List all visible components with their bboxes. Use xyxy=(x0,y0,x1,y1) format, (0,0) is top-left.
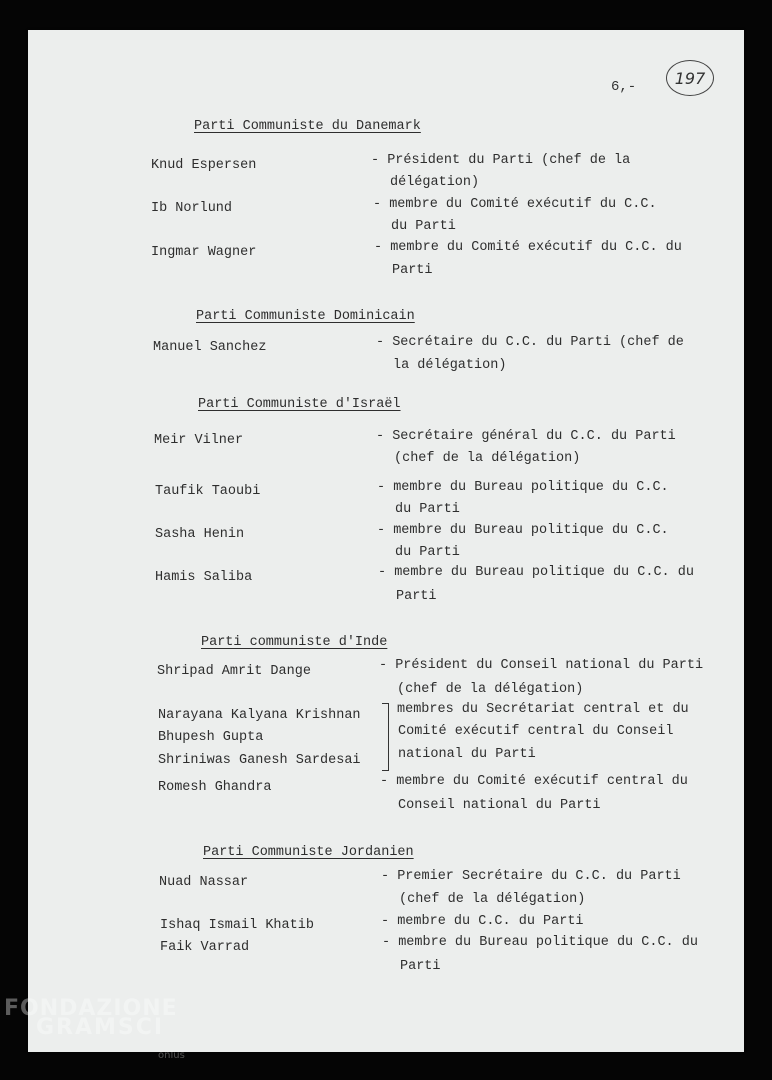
delegate-role: national du Parti xyxy=(398,747,536,762)
delegate-role: Parti xyxy=(400,959,441,974)
delegate-role: - Secrétaire général du C.C. du Parti xyxy=(376,429,676,444)
delegate-role: - Président du Conseil national du Parti xyxy=(379,658,704,673)
delegate-role: - Secrétaire du C.C. du Parti (chef de xyxy=(376,335,684,350)
section-heading: Parti Communiste d'Israël xyxy=(198,397,401,412)
delegate-name: Shriniwas Ganesh Sardesai xyxy=(158,753,361,768)
section-heading: Parti Communiste du Danemark xyxy=(194,119,421,134)
delegate-name: Bhupesh Gupta xyxy=(158,730,264,745)
delegate-role: (chef de la délégation) xyxy=(397,682,584,697)
delegate-role: membres du Secrétariat central et du xyxy=(397,702,689,717)
archive-stamp: 197 xyxy=(666,60,714,96)
section-heading: Parti Communiste Dominicain xyxy=(196,309,415,324)
delegate-name: Shripad Amrit Dange xyxy=(157,664,311,679)
delegate-name: Faik Varrad xyxy=(160,940,250,955)
delegate-role: Conseil national du Parti xyxy=(398,798,601,813)
delegate-name: Taufik Taoubi xyxy=(155,484,261,499)
watermark-text: FONDAZIONE xyxy=(4,996,178,1021)
watermark-text: GRAMSCI xyxy=(36,1015,165,1040)
delegate-role: du Parti xyxy=(395,502,460,517)
delegate-role: - membre du Comité exécutif du C.C. du xyxy=(374,240,682,255)
section-heading: Parti Communiste Jordanien xyxy=(203,845,414,860)
delegate-role: - membre du Bureau politique du C.C. xyxy=(377,480,669,495)
delegate-name: Sasha Henin xyxy=(155,527,245,542)
delegate-name: Narayana Kalyana Krishnan xyxy=(158,708,361,723)
delegate-role: - membre du Bureau politique du C.C. du xyxy=(378,565,694,580)
delegate-role: - membre du C.C. du Parti xyxy=(381,914,584,929)
section-heading: Parti communiste d'Inde xyxy=(201,635,388,650)
grouping-bracket xyxy=(382,703,389,771)
delegate-name: Ingmar Wagner xyxy=(151,245,257,260)
delegate-name: Nuad Nassar xyxy=(159,875,249,890)
delegate-name: Knud Espersen xyxy=(151,158,257,173)
delegate-role: - membre du Bureau politique du C.C. du xyxy=(382,935,698,950)
delegate-role: délégation) xyxy=(390,175,480,190)
delegate-name: Ib Norlund xyxy=(151,201,233,216)
delegate-role: Parti xyxy=(392,263,433,278)
delegate-role: - membre du Bureau politique du C.C. xyxy=(377,523,669,538)
delegate-name: Hamis Saliba xyxy=(155,570,253,585)
delegate-name: Manuel Sanchez xyxy=(153,340,267,355)
delegate-role: (chef de la délégation) xyxy=(394,451,581,466)
delegate-role: (chef de la délégation) xyxy=(399,892,586,907)
delegate-role: - membre du Comité exécutif du C.C. xyxy=(373,197,657,212)
delegate-role: la délégation) xyxy=(393,358,507,373)
delegate-role: Parti xyxy=(396,589,437,604)
delegate-role: Comité exécutif central du Conseil xyxy=(398,724,674,739)
delegate-role: - Premier Secrétaire du C.C. du Parti xyxy=(381,869,681,884)
delegate-name: Meir Vilner xyxy=(154,433,244,448)
delegate-role: du Parti xyxy=(391,219,456,234)
page-number: 6,- xyxy=(611,79,637,95)
delegate-role: du Parti xyxy=(395,545,460,560)
delegate-name: Romesh Ghandra xyxy=(158,780,272,795)
watermark-text: onlus xyxy=(158,1050,185,1061)
delegate-role: - membre du Comité exécutif central du xyxy=(380,774,688,789)
delegate-name: Ishaq Ismail Khatib xyxy=(160,918,314,933)
delegate-role: - Président du Parti (chef de la xyxy=(371,153,631,168)
